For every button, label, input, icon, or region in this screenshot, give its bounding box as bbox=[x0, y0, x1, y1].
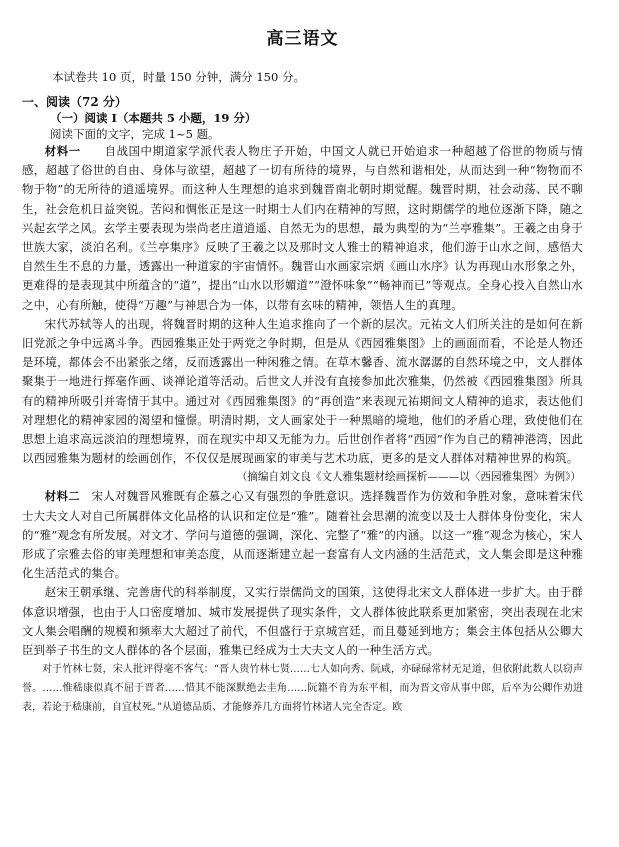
material-2-paragraph-1 bbox=[22, 487, 583, 583]
instruction-text: 阅读下面的文字，完成 1~5 题。 bbox=[50, 127, 220, 141]
material-2-paragraph-2: 赵宋王朝承继、完善唐代的科举制度，又实行崇儒尚文的国策，这使得北宋文人群体进一步扩大。由于群体意识增强，也由于人口密度增加、城市发展提供了现实条件，文人群体彼此联系更加紧密，突出表现在北宋文人集会唱酬的规模和频率大大超过了前代，不但盛行于京城宫廷，而且蔓延到地方；集会主体包括从公卿大臣到举子书生的文人群体的各个层面，雅集已经成为士大夫文人的一种生活方式。 bbox=[22, 585, 583, 658]
material-2-paragraph-3: 对于竹林七贤，宋人批评得毫不客气：“晋人贵竹林七贤……七人如向秀、阮咸，亦碌碌常材无足道，但依附此数人以窃声誉。……惟嵇康似真不屈于晋者……惜其不能深默绝去圭角……阮籍不肯为东平相，而为晋文帝从事中郎，后卒为公卿作劝进表，若论于嵇康前，自宜杖死。”从道德品质、才能修养几方面将竹林诸人完全否定。欧 bbox=[22, 664, 583, 714]
material-1-paragraph-1 bbox=[22, 142, 583, 315]
material-1-paragraph-2: 宋代苏轼等人的出现，将魏晋时期的这种人生追求推向了一个新的层次。元祐文人们所关注的是如何在新旧党派之争中远离斗争。西园雅集正处于两党之争时期，但是从《西园雅集图》上的画面而看，不论是人物还是环境，都体会不出紧张之绪，反而透露出一种闲雅之情。在草木馨香、流水潺潺的自然环境之中，文人群体聚集于一地进行挥毫作画、谈禅论道等活动。后世文人并没有直接参加此次雅集，仍然被《西园雅集图》所具有的精神所吸引并寄情于其中。通过对《西园雅集图》的“再创造”来表现元祐期间文人精神的追求，表达他们对理想化的精神家园的渴望和憧憬。明清时期，文人画家处于一种黑暗的境地，他们的矛盾心理，致使他们在思想上追求高远淡泊的理想境界，而在现实中却又无能为力。后世创作者将“西园”作为自己的精神港湾，因此以西园雅集为题材的绘画创作，不仅仅是展现画家的审美与艺术功底，更多的是文人群体对精神世界的构筑。 bbox=[22, 316, 583, 466]
material-2-label: 材料二 bbox=[44, 489, 80, 504]
subsection-heading: （一）阅读 I（本题共 5 小题，19 分） bbox=[50, 111, 257, 125]
material-1-text: 自战国中期道家学派代表人物庄子开始，中国文人就已开始追求一种超越了俗世的物质与情感，超越了俗世的自由、身体与欲望，超越了一切有所待的境界，与自然和谐相处，从而达到一种“物物而不物于物”的无所待的逍遥境界。而这种人生理想的追求到魏晋南北朝时期觉醒。魏晋时期，社会动荡、民不聊生，社会危机日益突锐。苦闷和惆怅正是这一时期士人们内在精神的写照，这时期儒学的地位逐渐下降，随之兴起玄学之风。玄学主要表现为崇尚老庄道逍遥、自然无为的思想，最为典型的为“兰亭雅集”。王羲之由身于世族大家，淡泊名利。《兰亭集序》反映了王羲之以及那时文人雅士的精神追求，他们游于山水之间，感悟大自然生生不息的力量，透露出一种道家的宇宙情怀。魏晋山水画家宗炳《画山水序》认为再现山水形象之外，更难得的是表现其中所蕴含的“道”，提出“山水以形媚道”“澄怀味象”“畅神而已”等观点。全身心投入自然山水之中，心有所触，使得“万趣”与神思合为一体，以带有玄味的精神，领悟人生的真理。 bbox=[22, 144, 583, 312]
exam-intro: 本试卷共 10 页，时量 150 分钟，满分 150 分。 bbox=[52, 70, 305, 84]
material-1-citation: （摘编自刘文良《文人雅集题材绘画探析———以〈西园雅集图〉为例》） bbox=[236, 471, 581, 484]
material-1-label: 材料一 bbox=[44, 144, 81, 158]
section-heading: 一、阅读（72 分） bbox=[22, 95, 127, 109]
material-2-text: 宋人对魏晋风雅既有企慕之心又有强烈的争胜意识。选择魏晋作为仿效和争胜对象，意味着宋代士大夫文人对自己所属群体文化品格的认识和定位是“雅”。随着社会思潮的流变以及士人群体身份变化，宋人的“雅”观念有所发展。对文才、学问与道德的强调，深化、完整了“雅”的内涵。以这一“雅”观念为核心，宋人形成了宗雅去俗的审美理想和审美态度，从而逐渐建立起一套富有人文内涵的生活范式，文人集会即是这种雅化生活范式的集合。 bbox=[22, 489, 583, 581]
page-title: 高三语文 bbox=[266, 29, 339, 49]
